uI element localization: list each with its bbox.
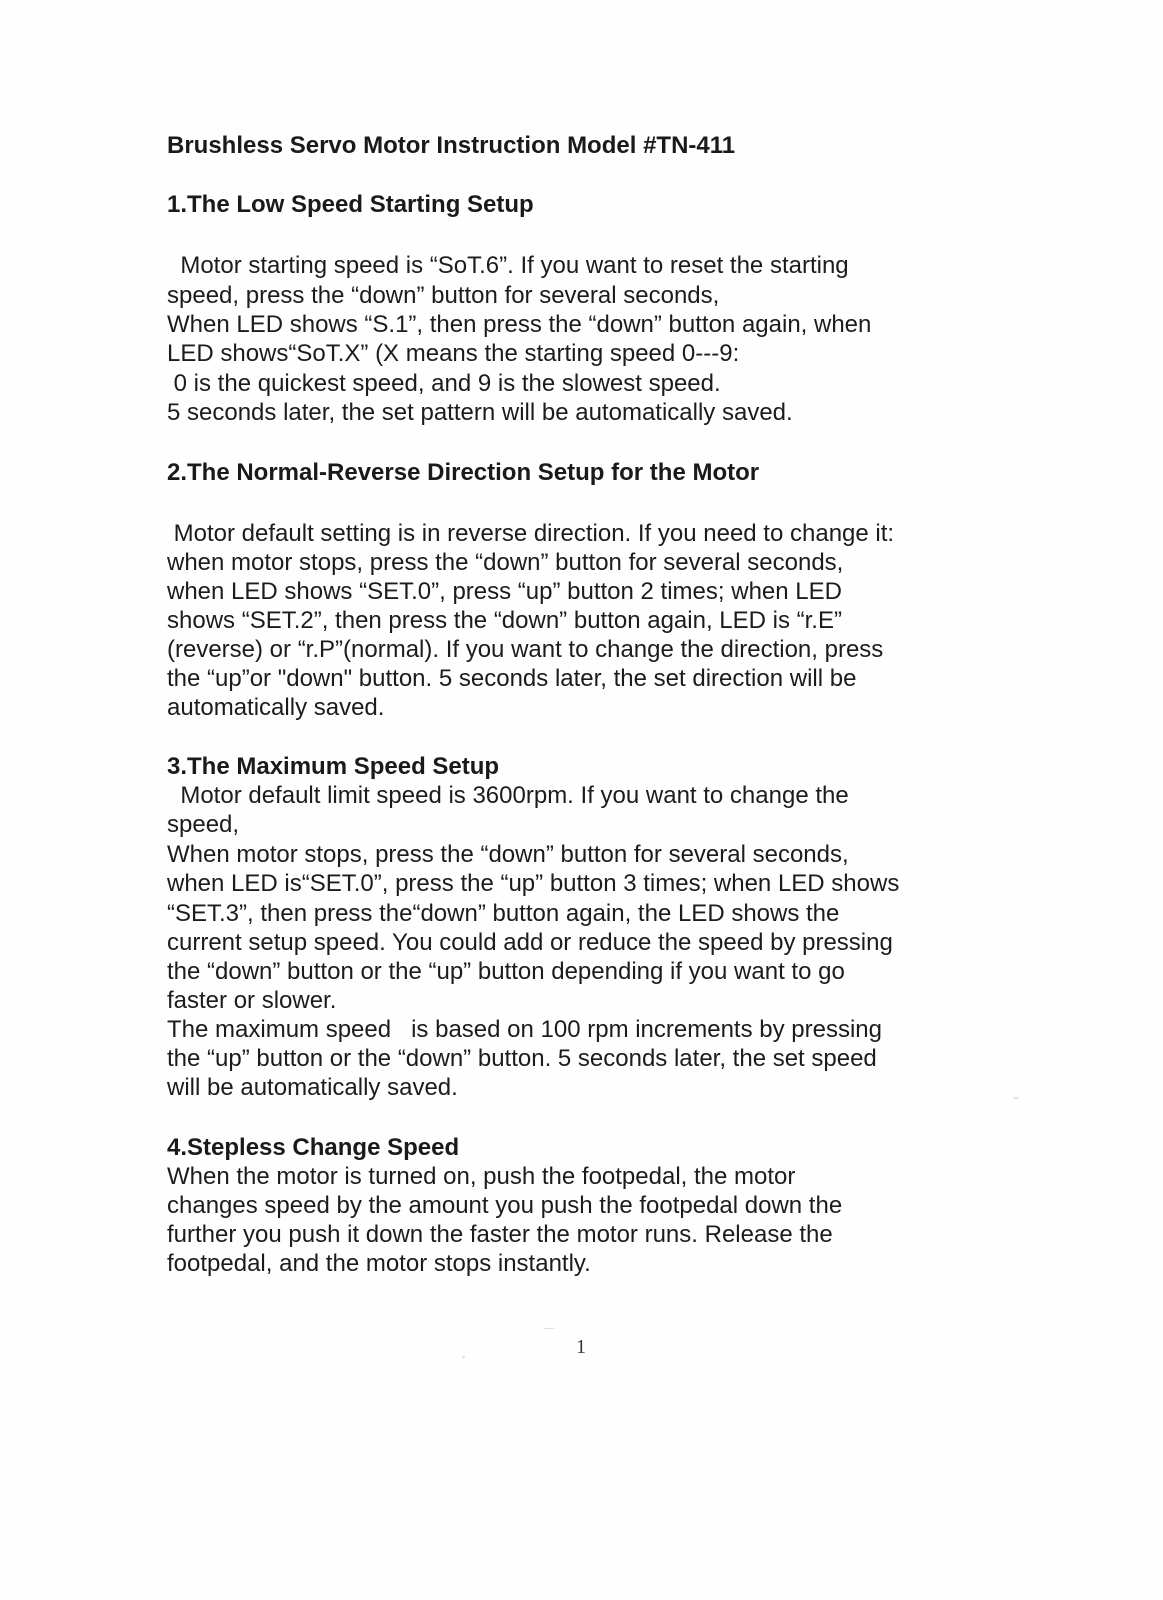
body-line: when motor stops, press the “down” button for several seconds, bbox=[167, 549, 844, 576]
document-title: Brushless Servo Motor Instruction Model #TN-411 bbox=[167, 132, 736, 159]
section-4-heading: 4.Stepless Change Speed bbox=[167, 1134, 460, 1161]
body-line: (reverse) or “r.P”(normal). If you want to change the direction, press bbox=[167, 636, 884, 663]
body-line: “SET.3”, then press the“down” button again, the LED shows the bbox=[167, 900, 840, 927]
page-number: 1 bbox=[576, 1336, 586, 1358]
body-line: speed, bbox=[167, 811, 240, 838]
body-line: further you push it down the faster the motor runs. Release the bbox=[167, 1221, 833, 1248]
body-line: current setup speed. You could add or reduce the speed by pressing bbox=[167, 929, 893, 956]
section-1-heading: 1.The Low Speed Starting Setup bbox=[167, 191, 534, 218]
body-line: When motor stops, press the “down” button for several seconds, bbox=[167, 841, 849, 868]
scan-speck bbox=[543, 1328, 555, 1329]
body-line: faster or slower. bbox=[167, 987, 337, 1014]
scan-speck bbox=[1013, 1097, 1019, 1099]
body-line: When the motor is turned on, push the footpedal, the motor bbox=[167, 1163, 796, 1190]
body-line: Motor starting speed is “SoT.6”. If you want to reset the starting bbox=[167, 252, 849, 279]
body-line: footpedal, and the motor stops instantly. bbox=[167, 1250, 591, 1277]
body-line: when LED shows “SET.0”, press “up” button 2 times; when LED bbox=[167, 578, 842, 605]
body-line: LED shows“SoT.X” (X means the starting speed 0---9: bbox=[167, 340, 740, 367]
section-3-heading: 3.The Maximum Speed Setup bbox=[167, 753, 500, 780]
body-line: will be automatically saved. bbox=[167, 1074, 458, 1101]
body-line: Motor default limit speed is 3600rpm. If you want to change the bbox=[167, 782, 849, 809]
body-line: automatically saved. bbox=[167, 694, 385, 721]
body-line: when LED is“SET.0”, press the “up” button 3 times; when LED shows bbox=[167, 870, 900, 897]
body-line: shows “SET.2”, then press the “down” button again, LED is “r.E” bbox=[167, 607, 842, 634]
body-line: the “down” button or the “up” button depending if you want to go bbox=[167, 958, 845, 985]
body-line: 5 seconds later, the set pattern will be automatically saved. bbox=[167, 399, 793, 426]
scan-speck bbox=[462, 1356, 465, 1358]
body-line: Motor default setting is in reverse direction. If you need to change it: bbox=[167, 520, 895, 547]
body-line: When LED shows “S.1”, then press the “down” button again, when bbox=[167, 311, 872, 338]
body-line: 0 is the quickest speed, and 9 is the slowest speed. bbox=[167, 370, 721, 397]
body-line: the “up”or "down" button. 5 seconds later, the set direction will be bbox=[167, 665, 857, 692]
body-line: the “up” button or the “down” button. 5 seconds later, the set speed bbox=[167, 1045, 877, 1072]
section-2-heading: 2.The Normal-Reverse Direction Setup for the Motor bbox=[167, 459, 760, 486]
body-line: changes speed by the amount you push the footpedal down the bbox=[167, 1192, 843, 1219]
body-line: speed, press the “down” button for several seconds, bbox=[167, 282, 720, 309]
body-line: The maximum speed is based on 100 rpm increments by pressing bbox=[167, 1016, 882, 1043]
